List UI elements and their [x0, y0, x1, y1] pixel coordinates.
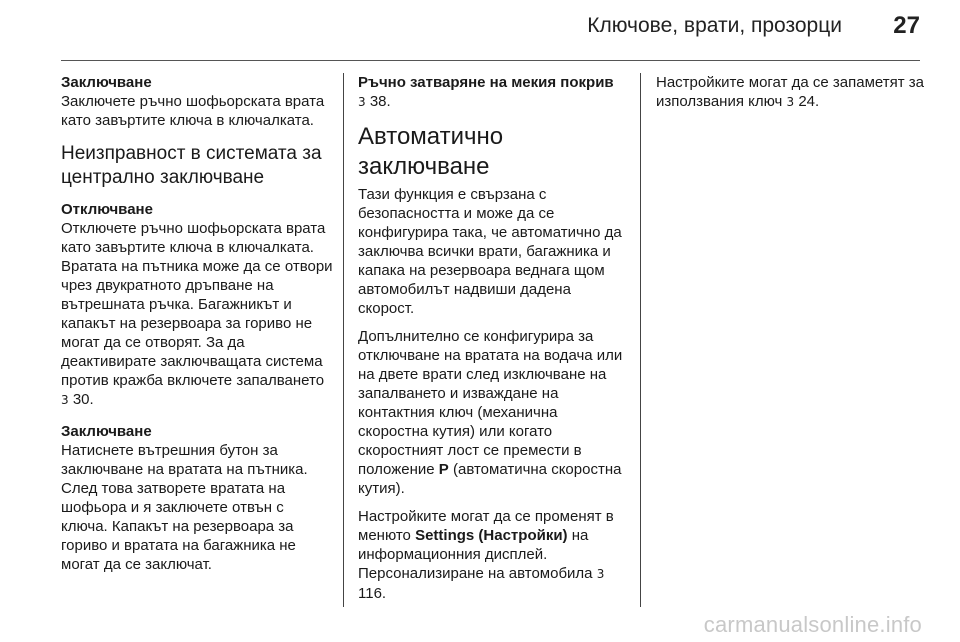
subheading-locking-fault: Заключване [61, 423, 152, 440]
page-number: 27 [893, 12, 920, 39]
header-divider [61, 60, 920, 61]
paragraph-auto-locking-2: Допълнително се конфигурира за отключване на вратата на водача или на двете врати след изключване на запалването и изваждане на контактния ключ (механична скоростна кутия) или когато скоростният лост се премести в положение P (автоматична скоростна кутия). [358, 328, 623, 497]
paragraph-locking-manual: Заключете ръчно шофьорската врата като завъртите ключа в ключалката. [61, 93, 325, 129]
page-ref-icon: 3 [358, 95, 366, 109]
page-ref-link[interactable]: 30. [72, 391, 94, 408]
paragraph-auto-locking-3: Настройките могат да се променят в менюто Settings (Настройки) на информационния дисплей. Персонализиране на автомобила 3 116. [358, 508, 614, 602]
column-1 [61, 73, 333, 583]
column-3 [656, 73, 924, 121]
page-ref-icon: 3 [596, 567, 605, 581]
paragraph-locking-fault: Натиснете вътрешния бутон за заключване на вратата на пътника. След това затворете вратата на шофьора и я заключете отвън с ключа. Капакът на резервоара за гориво и вратата на багажника не могат да се заключат. [61, 442, 308, 573]
page-ref-link[interactable]: 38. [369, 93, 391, 110]
subheading-locking-manual: Заключване [61, 74, 152, 91]
section-heading-central-locking-fault: Неизправност в системата за централно заключване [61, 143, 322, 188]
paragraph-key-settings: Настройките могат да се запаметят за използвания ключ 3 24. [656, 74, 924, 110]
column-divider-2 [640, 73, 641, 607]
column-2 [358, 73, 630, 612]
page-ref-link[interactable]: 116. [358, 585, 387, 602]
page-title: Ключове, врати, прозорци [587, 14, 842, 37]
watermark: carmanualsonline.info [703, 612, 922, 637]
subheading-soft-top: Ръчно затваряне на мекия покрив [358, 74, 614, 91]
page-ref-icon: 3 [61, 393, 69, 407]
column-divider-1 [343, 73, 344, 607]
paragraph-auto-locking-1: Тази функция е свързана с безопасността и може да се конфигурира така, че автоматично да заключва всички врати, багажника и капака на резервоара веднага щом автомобилът надвиши дадена скорост. [358, 186, 622, 317]
page-ref-link[interactable]: 24. [798, 93, 820, 110]
section-heading-auto-locking: Автоматично заключване [358, 123, 504, 180]
paragraph-soft-top-ref [358, 92, 630, 112]
paragraph-unlocking: Отключете ръчно шофьорската врата като завъртите ключа в ключалката. Вратата на пътника може да се отвори чрез двукратното дръпване на вътрешната ръчка. Багажникът и капакът на резервоара за гориво не могат да се отворят. За да деактивирате заключващата система против кражба включете запалването 3 30. [61, 220, 333, 408]
subheading-unlocking: Отключване [61, 201, 153, 218]
menu-name-settings: Settings (Настройки) [415, 527, 568, 544]
page-ref-icon: 3 [786, 95, 795, 109]
